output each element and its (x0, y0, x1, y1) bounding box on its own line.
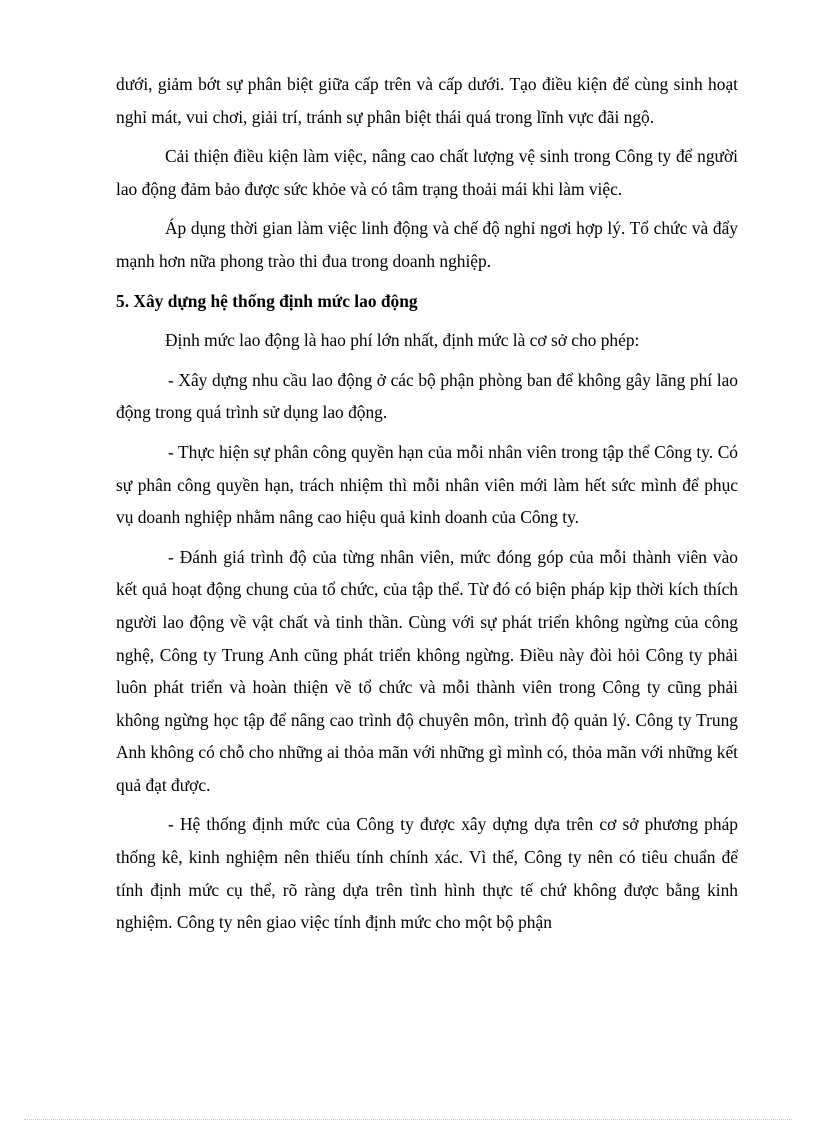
list-item-staff-evaluation: - Đánh giá trình độ của từng nhân viên, mức đóng góp của mỗi thành viên vào kết quả hoạt động chung của tổ chức, của tập thể. Từ đó có biện pháp kịp thời kích thích người lao động về vật chất và tinh thần. Cùng với sự phát triển không ngừng của công nghệ, Công ty Trung Anh cũng phát triển không ngừng. Điều này đòi hỏi Công ty phải luôn phát triển và hoàn thiện về tổ chức và mỗi thành viên trong Công ty cũng phải không ngừng học tập để nâng cao trình độ chuyên môn, trình độ quản lý. Công ty Trung Anh không có chỗ cho những ai thỏa mãn với những gì mình có, thỏa mãn với những kết quả đạt được. (116, 546, 738, 795)
paragraph-working-conditions: Cải thiện điều kiện làm việc, nâng cao chất lượng vệ sinh trong Công ty để người lao động đảm bảo được sức khỏe và có tâm trạng thoải mái khi làm việc. (116, 146, 738, 199)
list-item-labor-demand: - Xây dựng nhu cầu lao động ở các bộ phận phòng ban để không gây lãng phí lao động trong quá trình sử dụng lao động. (116, 369, 738, 423)
paragraph-norm-intro: Định mức lao động là hao phí lớn nhất, định mức là cơ sở cho phép: (165, 330, 640, 351)
list-item-norm-system: - Hệ thống định mức của Công ty được xây dựng dựa trên cơ sở phương pháp thống kê, kinh nghiệm nên thiếu tính chính xác. Vì thế, Công ty nên có tiêu chuẩn để tính định mức cụ thể, rõ ràng dựa trên tình hình thực tế chứ không được bằng kinh nghiệm. Công ty nên giao việc tính định mức cho một bộ phận (116, 814, 738, 933)
paragraph-continuation: dưới, giảm bớt sự phân biệt giữa cấp trên và cấp dưới. Tạo điều kiện để cùng sinh hoạt nghỉ mát, vui chơi, giải trí, tránh sự phân biệt thái quá trong lĩnh vực đãi ngộ. (116, 74, 738, 127)
document-page (116, 68, 738, 946)
paragraph-flexible-time: Áp dụng thời gian làm việc linh động và chế độ nghỉ ngơi hợp lý. Tổ chức và đẩy mạnh hơn nữa phong trào thi đua trong doanh nghiệp. (116, 218, 738, 271)
list-item-task-assignment: - Thực hiện sự phân công quyền hạn của mỗi nhân viên trong tập thể Công ty. Có sự phân công quyền hạn, trách nhiệm thì mỗi nhân viên mới làm hết sức mình để phục vụ doanh nghiệp nhằm nâng cao hiệu quả kinh doanh của Công ty. (116, 441, 738, 528)
page-bottom-divider (24, 1119, 792, 1120)
section-heading: 5. Xây dựng hệ thống định mức lao động (116, 290, 418, 311)
